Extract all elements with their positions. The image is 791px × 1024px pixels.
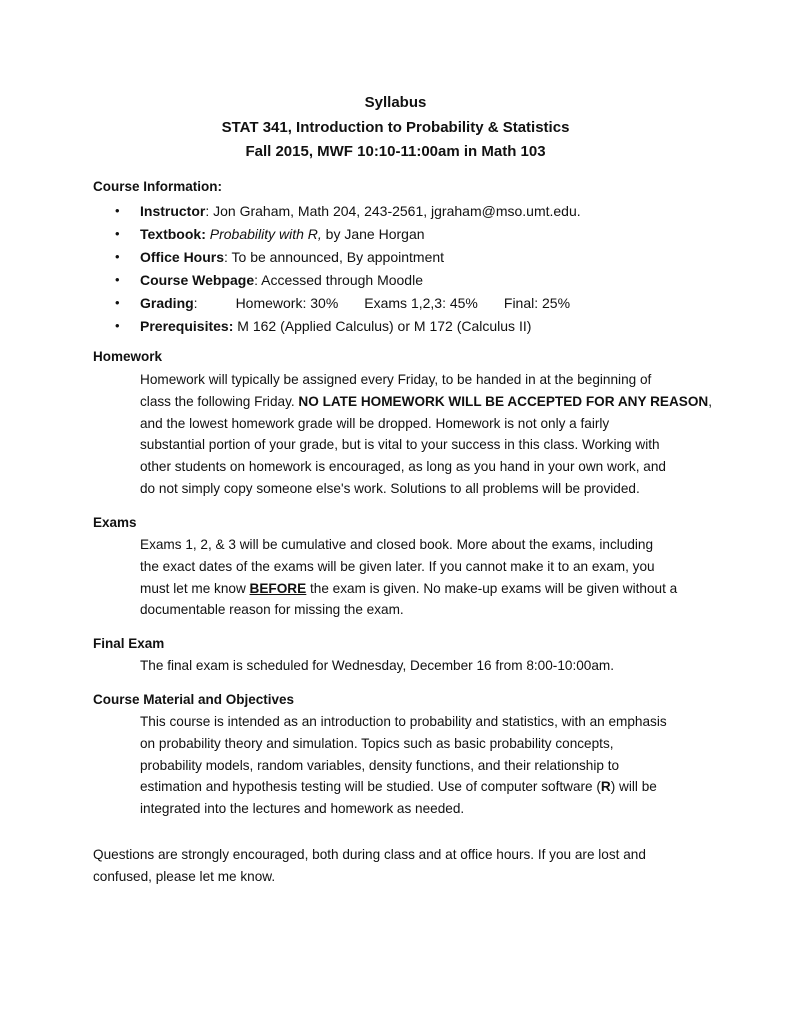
course-material-heading: Course Material and Objectives bbox=[93, 692, 295, 707]
bullet-icon: • bbox=[115, 249, 120, 264]
text-line: estimation and hypothesis testing will be studied. Use of computer software (R) will be bbox=[140, 779, 657, 795]
text-line: This course is intended as an introduction to probability and statistics, with an emphasis bbox=[140, 714, 667, 729]
text-line: do not simply copy someone else's work. Solutions to all problems will be provided. bbox=[140, 480, 640, 496]
text-line: the exact dates of the exams will be given later. If you cannot make it to an exam, you bbox=[140, 558, 655, 574]
grading-colon: : bbox=[193, 295, 198, 311]
textbook-label: Textbook: bbox=[140, 226, 206, 242]
bullet-icon: • bbox=[115, 203, 120, 218]
bullet-icon: • bbox=[115, 295, 120, 310]
list-item-office-hours bbox=[113, 247, 753, 270]
text-line: and the lowest homework grade will be dropped. Homework is not only a fairly bbox=[140, 415, 610, 431]
text-line: Homework will typically be assigned every Friday, to be handed in at the beginning of bbox=[140, 372, 652, 387]
term-schedule: Fall 2015, MWF 10:10-11:00am in Math 103 bbox=[245, 143, 546, 160]
prerequisites-value: M 162 (Applied Calculus) or M 172 (Calculus II) bbox=[233, 318, 532, 334]
text-line: integrated into the lectures and homework as needed. bbox=[140, 801, 465, 817]
software-r-emphasis: R bbox=[600, 779, 611, 795]
textbook-title: Probability with R, bbox=[209, 226, 322, 242]
homework-paragraph bbox=[140, 369, 713, 500]
homework-heading: Homework bbox=[93, 349, 163, 364]
text-line: The final exam is scheduled for Wednesday, December 16 from 8:00-10:00am. bbox=[140, 658, 615, 673]
course-title: STAT 341, Introduction to Probability & Statistics bbox=[221, 119, 570, 136]
exams-heading: Exams bbox=[93, 515, 137, 530]
text-line: Exams 1, 2, & 3 will be cumulative and closed book. More about the exams, including bbox=[140, 537, 654, 552]
text-line: probability models, random variables, density functions, and their relationship to bbox=[140, 757, 620, 773]
bullet-icon: • bbox=[115, 318, 120, 333]
grading-homework: Homework: 30% bbox=[235, 295, 339, 311]
office-hours-value: : To be announced, By appointment bbox=[224, 249, 445, 265]
closing-paragraph bbox=[93, 844, 713, 888]
bullet-icon: • bbox=[115, 226, 120, 241]
list-item-course-webpage bbox=[113, 270, 753, 293]
list-item-prerequisites bbox=[113, 316, 753, 339]
late-policy-emphasis: NO LATE HOMEWORK WILL BE ACCEPTED FOR ANY REASON bbox=[298, 393, 709, 409]
document-title: Syllabus bbox=[364, 94, 427, 111]
prerequisites-label: Prerequisites: bbox=[140, 318, 234, 334]
list-item-textbook bbox=[113, 224, 753, 247]
exams-paragraph bbox=[140, 534, 700, 621]
instructor-label: Instructor bbox=[140, 203, 206, 219]
grading-exams: Exams 1,2,3: 45% bbox=[364, 295, 478, 311]
bullet-icon: • bbox=[115, 272, 120, 287]
course-info-heading: Course Information: bbox=[93, 179, 223, 194]
text-line: must let me know BEFORE the exam is given. No make-up exams will be given without a bbox=[140, 580, 678, 596]
course-material-paragraph bbox=[140, 711, 700, 820]
final-exam-heading: Final Exam bbox=[93, 636, 165, 651]
text-line: class the following Friday. NO LATE HOMEWORK WILL BE ACCEPTED FOR ANY REASON, bbox=[140, 393, 713, 409]
textbook-author: by Jane Horgan bbox=[321, 226, 425, 242]
text-line: on probability theory and simulation. Topics such as basic probability concepts, bbox=[140, 735, 614, 751]
text-line: other students on homework is encouraged, as long as you hand in your own work, and bbox=[140, 459, 666, 475]
text-line: Questions are strongly encouraged, both during class and at office hours. If you are lost and bbox=[93, 847, 646, 862]
text-line: confused, please let me know. bbox=[93, 869, 276, 884]
before-emphasis: BEFORE bbox=[249, 580, 307, 596]
list-item-instructor bbox=[113, 201, 753, 224]
course-webpage-value: : Accessed through Moodle bbox=[254, 272, 423, 288]
text-line: substantial portion of your grade, but is vital to your success in this class. Working with bbox=[140, 437, 660, 453]
grading-final: Final: 25% bbox=[503, 295, 571, 311]
text-line: documentable reason for missing the exam. bbox=[140, 602, 404, 618]
course-webpage-label: Course Webpage bbox=[140, 272, 255, 288]
list-item-grading bbox=[113, 293, 753, 316]
instructor-value: : Jon Graham, Math 204, 243-2561, jgraham@mso.umt.edu. bbox=[205, 203, 581, 219]
course-info-list bbox=[113, 201, 753, 339]
final-exam-paragraph bbox=[140, 655, 700, 677]
grading-label: Grading bbox=[140, 295, 194, 311]
office-hours-label: Office Hours bbox=[140, 249, 225, 265]
